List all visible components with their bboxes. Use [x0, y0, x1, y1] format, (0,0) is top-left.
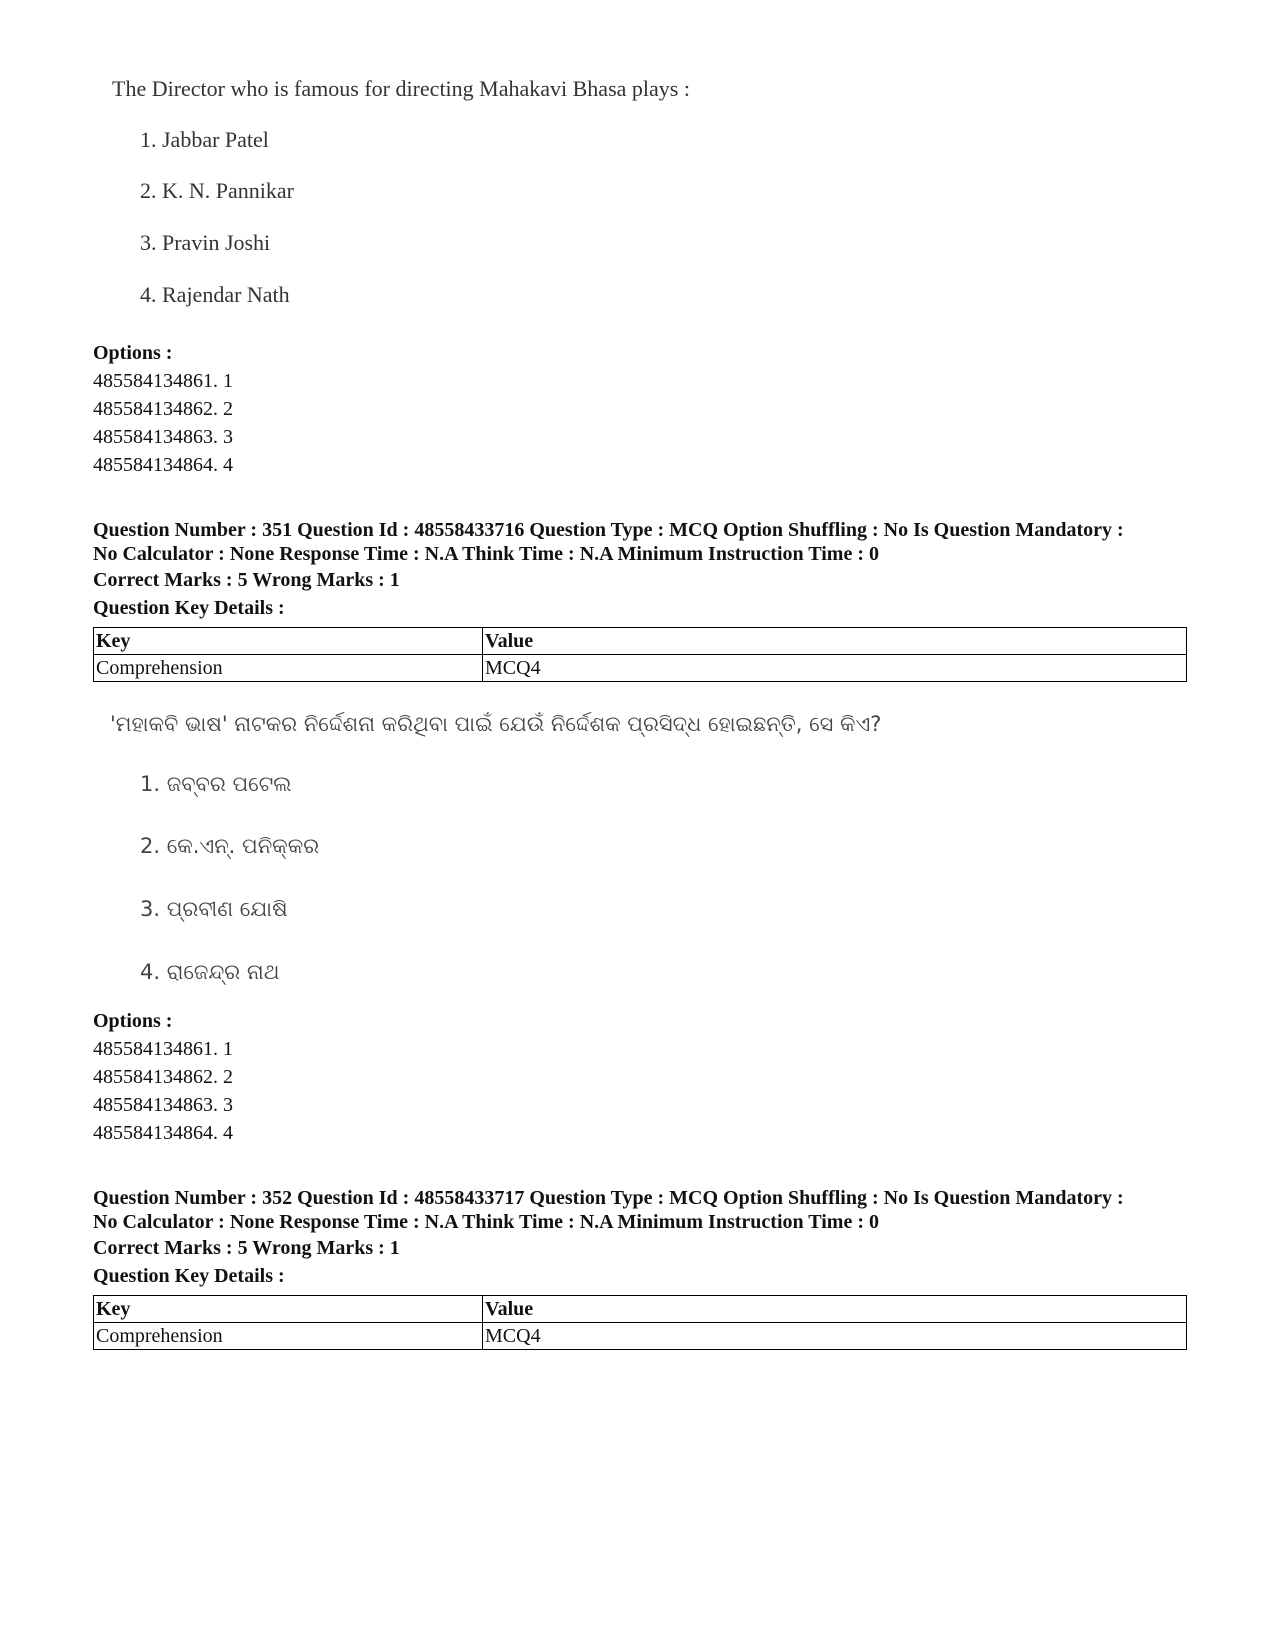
option-id-4: 485584134864. 4 — [93, 1122, 233, 1144]
marks-line: Correct Marks : 5 Wrong Marks : 1 — [93, 569, 400, 591]
table-row — [94, 655, 1187, 682]
option-id-2: 485584134862. 2 — [93, 1066, 233, 1088]
options-block-350 — [93, 339, 1187, 479]
scan-option-4: 4. Rajendar Nath — [140, 282, 290, 307]
option-id-1: 485584134861. 1 — [93, 370, 233, 392]
table-header-value: Value — [483, 628, 1187, 655]
options-label: Options : — [93, 342, 173, 364]
option-id-3: 485584134863. 3 — [93, 426, 233, 448]
question-352-meta — [93, 1186, 1187, 1290]
option-id-1: 485584134861. 1 — [93, 1038, 233, 1060]
options-block-351 — [93, 1007, 1187, 1147]
question-meta-line-2: No Calculator : None Response Time : N.A Think Time : N.A Minimum Instruction Time : 0 — [93, 543, 879, 565]
table-header-value: Value — [483, 1296, 1187, 1323]
table-cell-value: MCQ4 — [483, 655, 1187, 682]
table-header-row — [94, 1296, 1187, 1323]
table-header-key: Key — [94, 628, 483, 655]
question-351-meta — [93, 518, 1187, 622]
scan-option-2: 2. K. N. Pannikar — [140, 178, 294, 203]
question-meta-line-1: Question Number : 351 Question Id : 48558433716 Question Type : MCQ Option Shuffling : No Is Question Mandatory : — [93, 519, 1124, 541]
option-id-4: 485584134864. 4 — [93, 454, 233, 476]
question-meta-line-2: No Calculator : None Response Time : N.A Think Time : N.A Minimum Instruction Time : 0 — [93, 1211, 879, 1233]
key-details-label: Question Key Details : — [93, 1265, 285, 1287]
table-cell-key: Comprehension — [94, 655, 483, 682]
option-id-3: 485584134863. 3 — [93, 1094, 233, 1116]
scan-option-2: 2. କେ.ଏନ୍. ପନିକ୍କର — [140, 834, 320, 858]
options-label: Options : — [93, 1010, 173, 1032]
table-header-key: Key — [94, 1296, 483, 1323]
table-row — [94, 1323, 1187, 1350]
table-cell-value: MCQ4 — [483, 1323, 1187, 1350]
table-header-row — [94, 628, 1187, 655]
scan-option-1: 1. ଜବ୍ବର ପଟେଲ — [140, 772, 292, 796]
scan-option-1: 1. Jabbar Patel — [140, 127, 269, 152]
marks-line: Correct Marks : 5 Wrong Marks : 1 — [93, 1237, 400, 1259]
option-id-2: 485584134862. 2 — [93, 398, 233, 420]
question-key-table-352 — [93, 1295, 1187, 1350]
scan-option-3: 3. ପ୍ରବୀଣ ଯୋଷି — [140, 897, 288, 921]
question-stem: The Director who is famous for directing Mahakavi Bhasa plays : — [112, 76, 690, 101]
question-meta-line-1: Question Number : 352 Question Id : 48558433717 Question Type : MCQ Option Shuffling : No Is Question Mandatory : — [93, 1187, 1124, 1209]
table-cell-key: Comprehension — [94, 1323, 483, 1350]
scan-option-3: 3. Pravin Joshi — [140, 230, 271, 255]
question-key-table-351 — [93, 627, 1187, 682]
scan-option-4: 4. ରାଜେନ୍ଦ୍ର ନାଥ — [140, 960, 280, 984]
key-details-label: Question Key Details : — [93, 597, 285, 619]
question-stem: 'ମହାକବି ଭାଷ' ନାଟକର ନିର୍ଦ୍ଦେଶନା କରିଥିବା ପାଇଁ ଯେଉଁ ନିର୍ଦ୍ଦେଶକ ପ୍ରସିଦ୍ଧ ହୋଇଛନ୍ତି, ସେ କିଏ? — [110, 712, 882, 736]
